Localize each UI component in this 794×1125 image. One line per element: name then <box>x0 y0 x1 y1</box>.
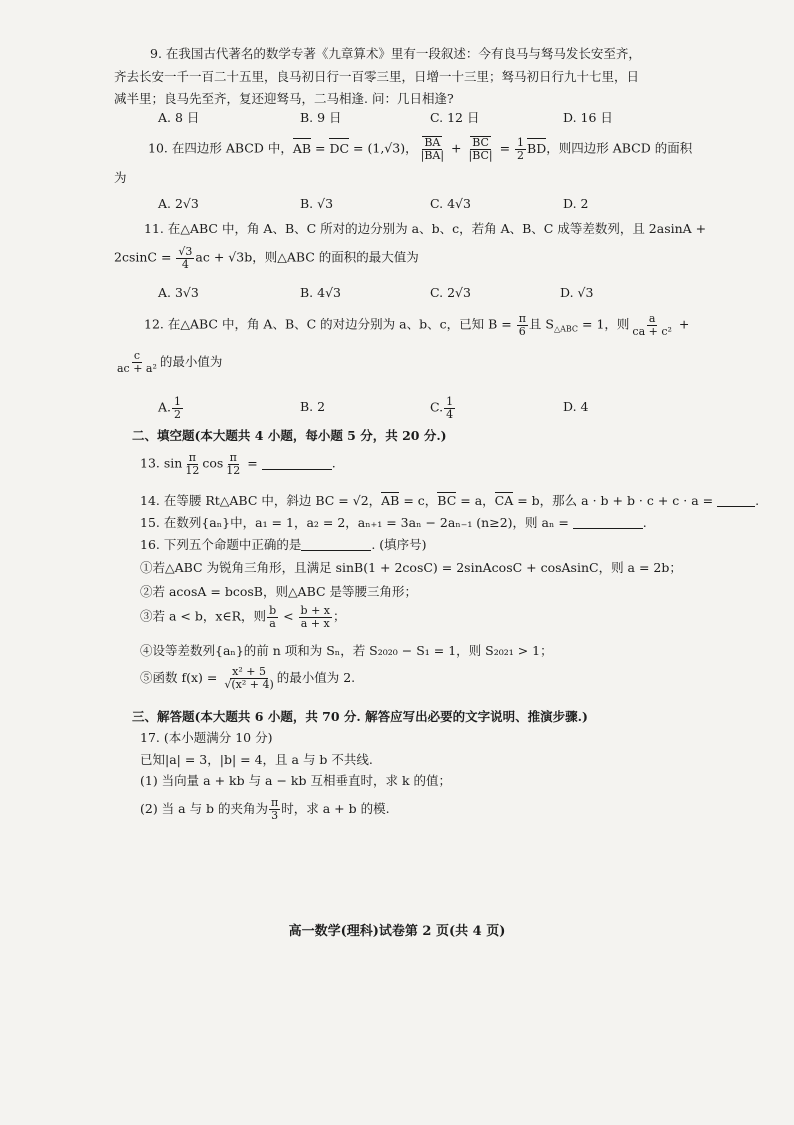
page-footer: 高一数学(理科)试卷第 2 页(共 4 页) <box>288 924 506 939</box>
q16-title-pre: 16. 下列五个命题中正确的是 <box>140 537 302 552</box>
q12-line1-mid: 且 S <box>528 316 554 332</box>
q12-option-c-num: 1 <box>446 395 454 408</box>
vector-ab-q14: AB <box>381 493 400 508</box>
q13-pre: 13. sin <box>140 455 183 471</box>
q16-p3-d1: a <box>269 616 276 630</box>
q12-option-c-label: C. <box>430 399 444 415</box>
q13-frac1 <box>183 452 201 476</box>
q17-given: 已知|a| = 3，|b| = 4，且 a 与 b 不共线. <box>140 752 373 767</box>
q10-frac-ba-num: BA <box>424 136 441 149</box>
q12-s-sub: △ABC <box>553 324 579 334</box>
q13-frac2 <box>224 452 242 476</box>
q17-part2-den: 3 <box>271 809 279 822</box>
q13-end: . <box>331 455 336 471</box>
q11-option-d: D. √3 <box>560 285 594 300</box>
q12-b-num: π <box>518 312 526 325</box>
q17-part2-frac <box>269 797 280 821</box>
q10-eq1: = <box>311 140 330 156</box>
q14-t1: = c， <box>399 493 438 508</box>
q12-line1-mid2: = 1，则 <box>578 316 630 332</box>
q9-option-b: B. 9 日 <box>300 110 342 125</box>
q13-n1: π <box>188 451 196 464</box>
q17-title: 17. (本小题满分 10 分) <box>140 730 273 745</box>
vector-bd: BD <box>527 139 546 159</box>
q11-frac <box>176 246 194 270</box>
q16-p5-pre: ⑤函数 f(x) = <box>140 670 222 685</box>
q15-text: 15. 在数列{aₙ}中，a₁ = 1，a₂ = 2，aₙ₊₁ = 3aₙ − 2aₙ₋₁ (n≥2)，则 aₙ = <box>140 515 573 530</box>
q14-t2: = a， <box>456 493 495 508</box>
q12-line1 <box>144 313 689 341</box>
q14-text-a: 14. 在等腰 Rt△ABC 中，斜边 BC = √2， <box>140 493 382 508</box>
q10-half-num: 1 <box>517 136 525 149</box>
vector-ab: AB <box>293 139 311 159</box>
q12-f2-num: c <box>133 349 141 363</box>
q10-option-c: C. 4√3 <box>430 196 471 211</box>
q10-frac-ba <box>419 137 446 161</box>
q16-p3-pre: ③若 a < b，x∈R，则 <box>140 608 267 624</box>
q16-p5 <box>140 666 355 691</box>
q12-option-a-label: A. <box>158 399 172 415</box>
q12-line1-end: + <box>674 316 690 332</box>
vector-ca-q14: CA <box>494 493 514 508</box>
q16-p3-n1: b <box>269 604 277 617</box>
q16-answer-blank[interactable] <box>301 538 371 551</box>
q16-p3-frac2 <box>299 605 332 629</box>
q16-p3-end: ； <box>333 608 346 624</box>
q14-line <box>140 493 759 509</box>
q11-line2-post: ac + √3b，则△ABC 的面积的最大值为 <box>195 249 419 265</box>
q16-p5-post: 的最小值为 2. <box>276 670 356 685</box>
q10-plus: + <box>447 140 466 156</box>
vector-dc: DC <box>329 139 349 159</box>
q12-option-a-frac <box>172 396 183 420</box>
q10-suffix: ，则四边形 ABCD 的面积 <box>546 140 693 156</box>
q13-d2: 12 <box>226 463 241 477</box>
q9-line1: 9. 在我国古代著名的数学专著《九章算术》里有一段叙述：今有良马与驽马发长安至齐， <box>150 46 641 61</box>
vector-bc-q14: BC <box>437 493 457 508</box>
q16-p5-frac <box>222 666 275 690</box>
q16-p3 <box>140 605 346 629</box>
q10-frac-half <box>515 137 526 161</box>
q12-b-den: 6 <box>518 324 526 338</box>
q17-part2-pre: (2) 当 a 与 b 的夹角为 <box>140 801 269 816</box>
q14-end: . <box>755 493 760 508</box>
q13-line <box>140 452 336 476</box>
q12-f2-den: ac + a² <box>117 362 157 375</box>
q10-prefix: 10. 在四边形 ABCD 中， <box>148 140 293 156</box>
q16-p1: ①若△ABC 为锐角三角形，且满足 sinB(1 + 2cosC) = 2sinAcosC + cosAsinC，则 a = 2b； <box>140 560 682 575</box>
q10-line1 <box>148 137 692 161</box>
q16-p5-num: x² + 5 <box>232 665 266 679</box>
q11-line2-pre: 2csinC = <box>114 249 176 265</box>
q17-part1: (1) 当向量 a + kb 与 a − kb 互相垂直时，求 k 的值； <box>140 773 451 788</box>
q11-option-c: C. 2√3 <box>430 285 471 300</box>
q11-line1: 11. 在△ABC 中，角 A、B、C 所对的边分别为 a、b、c，若角 A、B、C 成等差数列，且 2asinA + <box>144 221 707 236</box>
q11-line2 <box>114 246 419 270</box>
q9-option-c: C. 12 日 <box>430 110 480 125</box>
q10-frac-bc-num: BC <box>472 136 489 149</box>
q16-p5-den: √(x² + 4) <box>224 678 274 691</box>
q11-option-b: B. 4√3 <box>300 285 342 300</box>
q16-p3-d2: a + x <box>300 616 330 630</box>
q14-t3: = b，那么 a · b + b · c + c · a = <box>513 493 718 508</box>
q12-line1-pre: 12. 在△ABC 中，角 A、B、C 的对边分别为 a、b、c，已知 B = <box>144 316 516 332</box>
q11-option-a: A. 3√3 <box>158 285 199 300</box>
q15-answer-blank[interactable] <box>573 516 643 529</box>
q10-frac-bc-den: |BC| <box>468 148 493 162</box>
q12-frac-b <box>517 313 528 337</box>
q12-option-c-den: 4 <box>446 407 454 421</box>
q17-part2-post: 时，求 a + b 的模. <box>281 801 390 816</box>
q16-p2: ②若 acosA = bcosB，则△ABC 是等腰三角形； <box>140 584 418 599</box>
q11-frac-num: √3 <box>178 245 193 258</box>
q9-option-d: D. 16 日 <box>563 110 613 125</box>
q17-part2 <box>140 797 390 822</box>
q16-title-post: . (填序号) <box>371 537 427 552</box>
q10-option-a: A. 2√3 <box>158 196 199 211</box>
q12-option-c-frac <box>444 396 455 420</box>
q13-mid: cos <box>202 455 224 471</box>
q12-f1-num: a <box>648 312 656 325</box>
q16-p3-lt: < <box>279 608 298 624</box>
q12-option-d: D. 4 <box>563 399 589 414</box>
q10-option-d: D. 2 <box>563 196 589 211</box>
q17-part2-num: π <box>271 796 279 810</box>
q10-frac-ba-den: |BA| <box>420 148 445 162</box>
q11-frac-den: 4 <box>181 257 189 271</box>
q10-frac-bc <box>466 137 494 161</box>
q12-line2 <box>114 350 222 375</box>
q12-option-a-num: 1 <box>174 395 182 408</box>
q16-p3-n2: b + x <box>300 604 330 617</box>
q12-option-c <box>430 396 456 420</box>
q10-half-den: 2 <box>517 148 525 162</box>
q10-eq2: = (1,√3)， <box>349 140 418 156</box>
q16-title <box>140 537 427 553</box>
q12-frac-1 <box>630 313 674 337</box>
q15-end: . <box>642 515 647 530</box>
q9-line2: 齐去长安一千一百二十五里，良马初日行一百零三里，日增一十三里；驽马初日行九十七里，日 <box>114 69 640 84</box>
q13-d1: 12 <box>185 463 200 477</box>
q10-line2: 为 <box>114 170 127 185</box>
q13-eq: = <box>243 455 262 471</box>
q16-p3-frac1 <box>267 605 278 629</box>
q12-f1-den: ca + c² <box>632 324 672 338</box>
q10-eq3: = <box>495 140 515 156</box>
q12-option-b: B. 2 <box>300 399 326 414</box>
q9-option-a: A. 8 日 <box>158 110 200 125</box>
q12-option-a <box>158 396 184 420</box>
q12-line2-post: 的最小值为 <box>159 354 223 369</box>
q12-frac-2 <box>115 350 159 374</box>
section2-title: 二、填空题(本大题共 4 小题，每小题 5 分，共 20 分.) <box>132 428 447 443</box>
q10-option-b: B. √3 <box>300 196 334 211</box>
q12-option-a-den: 2 <box>174 407 182 421</box>
q14-answer-blank[interactable] <box>717 494 755 507</box>
q15-line <box>140 515 647 531</box>
q13-answer-blank[interactable] <box>262 457 332 470</box>
q16-p4: ④设等差数列{aₙ}的前 n 项和为 Sₙ，若 S₂₀₂₀ − S₁ = 1，则 S₂₀₂₁ > 1； <box>140 643 553 658</box>
section3-title: 三、解答题(本大题共 6 小题，共 70 分. 解答应写出必要的文字说明、推演步骤.) <box>132 709 588 724</box>
q9-line3: 减半里；良马先至齐，复还迎驽马，二马相逢. 问：几日相逢? <box>114 91 454 106</box>
q13-n2: π <box>229 451 237 464</box>
